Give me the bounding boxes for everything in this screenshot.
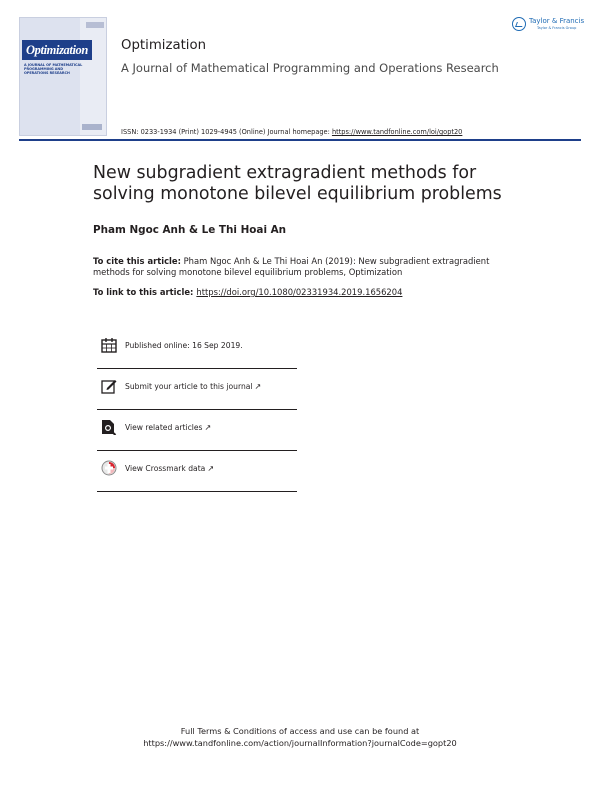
footer-terms-text: Full Terms & Conditions of access and use can be found at [180, 726, 420, 736]
related-articles-label [125, 423, 211, 432]
issn-line [121, 128, 462, 136]
footer-journal-info-link[interactable]: https://www.tandfonline.com/action/journalInformation?journalCode=gopt20 [143, 738, 457, 748]
related-articles-link[interactable] [97, 419, 297, 439]
issn-text: ISSN: 0233-1934 (Print) 1029-4945 (Online) Journal homepage: [121, 128, 332, 136]
divider [97, 450, 297, 451]
cite-label: To cite this article: [93, 256, 181, 266]
cover-spine [20, 18, 80, 136]
external-link-icon: ↗ [204, 423, 212, 432]
divider [97, 409, 297, 410]
cover-subtitle: A JOURNAL OF MATHEMATICAL PROGRAMMING AND OPERATIONS RESEARCH [24, 63, 83, 76]
submit-article-text: Submit your article to this journal [125, 382, 253, 391]
cover-title: Optimization [22, 40, 92, 60]
cover-publisher-logo [82, 124, 102, 130]
published-online-text: Published online: 16 Sep 2019. [125, 341, 243, 350]
taylor-francis-logo-icon [512, 17, 526, 31]
link-label: To link to this article: [93, 287, 194, 297]
cover-decoration [86, 22, 104, 28]
article-title: New subgradient extragradient methods for solving monotone bilevel equilibrium problems [93, 163, 502, 204]
submit-article-link[interactable] [97, 378, 297, 398]
article-authors: Pham Ngoc Anh & Le Thi Hoai An [93, 224, 287, 236]
external-link-icon: ↗ [207, 464, 215, 473]
article-link-row [93, 287, 402, 297]
publisher-logo-name: Taylor & Francis [529, 17, 585, 25]
published-online-row [97, 337, 297, 357]
publisher-logo-tagline: Taylor & Francis Group [537, 26, 577, 30]
search-document-icon [101, 419, 117, 435]
related-articles-text: View related articles [125, 423, 203, 432]
journal-subtitle: A Journal of Mathematical Programming and Operations Research [121, 61, 499, 75]
submit-article-label [125, 382, 261, 391]
divider [97, 368, 297, 369]
calendar-icon [101, 337, 117, 353]
citation-block [93, 256, 513, 278]
doi-link[interactable]: https://doi.org/10.1080/02331934.2019.1656204 [196, 287, 403, 297]
header-divider [19, 139, 581, 141]
journal-title: Optimization [121, 38, 207, 53]
crossmark-link[interactable] [97, 460, 297, 480]
divider [97, 491, 297, 492]
crossmark-icon [101, 460, 117, 476]
external-link-icon: ↗ [254, 382, 262, 391]
crossmark-label [125, 464, 214, 473]
cite-text: Pham Ngoc Anh & Le Thi Hoai An (2019): New subgradient extragradient methods for solving monotone bilevel equilibrium problems, Optimization [93, 256, 490, 278]
journal-cover-image [19, 17, 107, 136]
crossmark-text: View Crossmark data [125, 464, 206, 473]
taylor-francis-logo [510, 15, 585, 39]
journal-homepage-link[interactable]: https://www.tandfonline.com/loi/gopt20 [331, 128, 463, 136]
edit-icon [101, 378, 117, 394]
